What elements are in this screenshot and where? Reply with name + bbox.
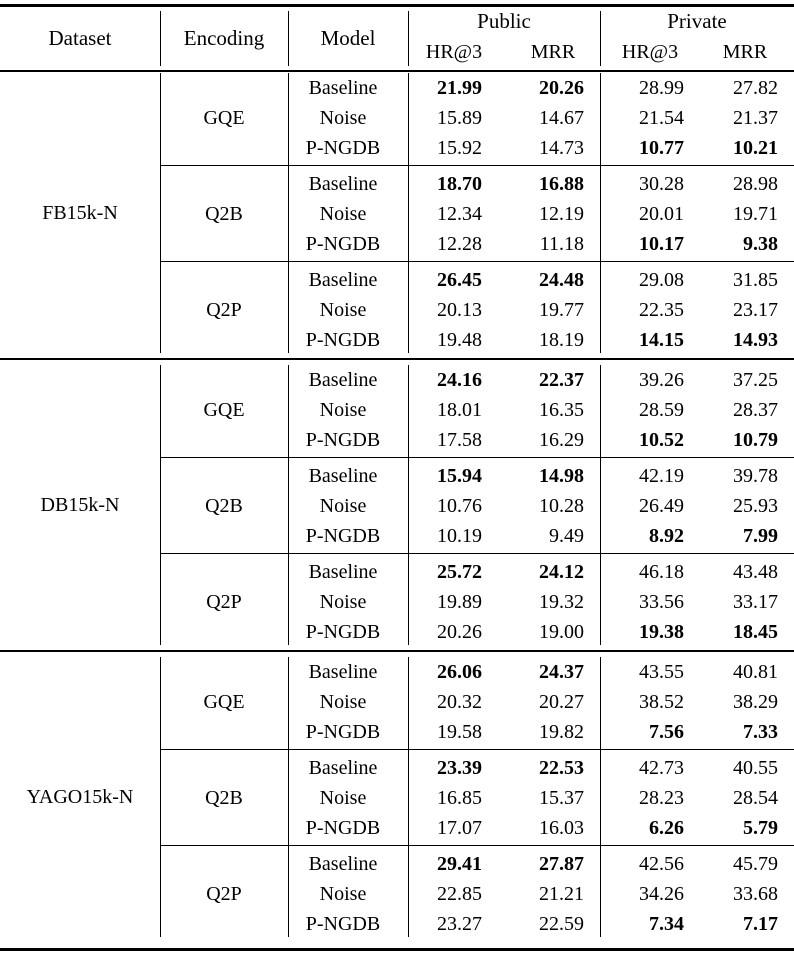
- cell-encoding: Q2P: [206, 299, 242, 321]
- cell-metric-value: 18.45: [733, 621, 778, 643]
- dataset-section-separator: [0, 358, 794, 360]
- column-divider-3: [600, 657, 601, 937]
- cell-metric-value: 46.18: [639, 561, 684, 583]
- cell-metric-value: 26.45: [437, 269, 482, 291]
- cell-metric-value: 30.28: [639, 173, 684, 195]
- cell-metric-value: 28.99: [639, 77, 684, 99]
- cell-dataset: FB15k-N: [42, 202, 118, 224]
- cell-metric-value: 20.32: [437, 691, 482, 713]
- cell-metric-value: 10.79: [733, 429, 778, 451]
- cell-metric-value: 19.48: [437, 329, 482, 351]
- cell-metric-value: 33.56: [639, 591, 684, 613]
- cell-model: Noise: [319, 787, 367, 809]
- cell-metric-value: 15.37: [539, 787, 584, 809]
- cell-model: Baseline: [308, 661, 378, 683]
- cell-metric-value: 9.38: [743, 233, 778, 255]
- column-header-private-mrr: MRR: [722, 41, 768, 63]
- cell-model: Baseline: [308, 561, 378, 583]
- cell-metric-value: 39.78: [733, 465, 778, 487]
- cell-metric-value: 19.82: [539, 721, 584, 743]
- cell-metric-value: 15.94: [437, 465, 482, 487]
- cell-metric-value: 10.77: [639, 137, 684, 159]
- cell-encoding: GQE: [203, 107, 245, 129]
- cell-metric-value: 42.19: [639, 465, 684, 487]
- cell-metric-value: 24.16: [437, 369, 482, 391]
- column-group-header-private: Private: [667, 9, 727, 33]
- column-header-public-hr3: HR@3: [425, 41, 483, 63]
- cell-model: Baseline: [308, 757, 378, 779]
- cell-metric-value: 10.17: [639, 233, 684, 255]
- cell-encoding: Q2B: [205, 495, 243, 517]
- cell-encoding: Q2P: [206, 883, 242, 905]
- cell-metric-value: 34.26: [639, 883, 684, 905]
- cell-model: P-NGDB: [305, 817, 381, 839]
- cell-metric-value: 19.38: [639, 621, 684, 643]
- cell-metric-value: 5.79: [743, 817, 778, 839]
- cell-metric-value: 18.70: [437, 173, 482, 195]
- cell-metric-value: 23.27: [437, 913, 482, 935]
- cell-encoding: GQE: [203, 399, 245, 421]
- cell-metric-value: 40.81: [733, 661, 778, 683]
- header-column-divider-1: [288, 11, 289, 66]
- cell-metric-value: 38.29: [733, 691, 778, 713]
- encoding-block-separator: [160, 553, 794, 554]
- cell-metric-value: 7.99: [743, 525, 778, 547]
- column-divider-2: [408, 657, 409, 937]
- cell-model: Baseline: [308, 173, 378, 195]
- column-divider-1: [288, 365, 289, 645]
- cell-metric-value: 21.54: [639, 107, 684, 129]
- cell-metric-value: 20.13: [437, 299, 482, 321]
- cell-metric-value: 9.49: [549, 525, 584, 547]
- cell-metric-value: 45.79: [733, 853, 778, 875]
- cell-metric-value: 27.87: [539, 853, 584, 875]
- cell-metric-value: 20.26: [437, 621, 482, 643]
- cell-metric-value: 20.26: [539, 77, 584, 99]
- cell-metric-value: 16.85: [437, 787, 482, 809]
- cell-metric-value: 25.72: [437, 561, 482, 583]
- encoding-block-separator: [160, 457, 794, 458]
- cell-metric-value: 10.19: [437, 525, 482, 547]
- cell-metric-value: 22.53: [539, 757, 584, 779]
- column-group-header-public: Public: [477, 9, 531, 33]
- cell-metric-value: 8.92: [649, 525, 684, 547]
- column-divider-0: [160, 365, 161, 645]
- cell-model: Noise: [319, 495, 367, 517]
- cell-metric-value: 7.33: [743, 721, 778, 743]
- cell-encoding: Q2B: [205, 787, 243, 809]
- cell-model: P-NGDB: [305, 525, 381, 547]
- cell-metric-value: 22.59: [539, 913, 584, 935]
- encoding-block-separator: [160, 261, 794, 262]
- cell-metric-value: 28.37: [733, 399, 778, 421]
- cell-metric-value: 28.23: [639, 787, 684, 809]
- cell-metric-value: 16.35: [539, 399, 584, 421]
- cell-metric-value: 19.00: [539, 621, 584, 643]
- cell-metric-value: 12.34: [437, 203, 482, 225]
- cell-metric-value: 7.34: [649, 913, 684, 935]
- cell-metric-value: 10.76: [437, 495, 482, 517]
- cell-metric-value: 16.29: [539, 429, 584, 451]
- column-header-encoding: Encoding: [183, 26, 265, 50]
- column-divider-0: [160, 657, 161, 937]
- cell-model: P-NGDB: [305, 621, 381, 643]
- column-divider-3: [600, 73, 601, 353]
- column-header-private-hr3: HR@3: [621, 41, 679, 63]
- table-bottom-rule: [0, 948, 794, 951]
- cell-model: Baseline: [308, 77, 378, 99]
- column-header-public-mrr: MRR: [530, 41, 576, 63]
- cell-model: P-NGDB: [305, 721, 381, 743]
- cell-metric-value: 16.88: [539, 173, 584, 195]
- cell-metric-value: 22.35: [639, 299, 684, 321]
- column-divider-2: [408, 73, 409, 353]
- cell-metric-value: 43.48: [733, 561, 778, 583]
- cell-metric-value: 22.85: [437, 883, 482, 905]
- cell-metric-value: 38.52: [639, 691, 684, 713]
- cell-metric-value: 29.08: [639, 269, 684, 291]
- cell-metric-value: 10.28: [539, 495, 584, 517]
- cell-metric-value: 11.18: [539, 233, 584, 255]
- cell-metric-value: 22.37: [539, 369, 584, 391]
- cell-metric-value: 28.54: [733, 787, 778, 809]
- column-divider-2: [408, 365, 409, 645]
- cell-metric-value: 18.01: [437, 399, 482, 421]
- column-divider-1: [288, 73, 289, 353]
- cell-metric-value: 24.37: [539, 661, 584, 683]
- cell-metric-value: 29.41: [437, 853, 482, 875]
- cell-metric-value: 21.99: [437, 77, 482, 99]
- cell-model: P-NGDB: [305, 233, 381, 255]
- header-column-divider-3: [600, 11, 601, 66]
- cell-model: P-NGDB: [305, 913, 381, 935]
- cell-metric-value: 28.98: [733, 173, 778, 195]
- cell-model: Baseline: [308, 853, 378, 875]
- header-column-divider-0: [160, 11, 161, 66]
- cell-metric-value: 37.25: [733, 369, 778, 391]
- cell-metric-value: 10.21: [733, 137, 778, 159]
- cell-metric-value: 17.58: [437, 429, 482, 451]
- cell-metric-value: 18.19: [539, 329, 584, 351]
- cell-metric-value: 21.37: [733, 107, 778, 129]
- cell-metric-value: 12.19: [539, 203, 584, 225]
- table-header-rule: [0, 70, 794, 72]
- cell-encoding: GQE: [203, 691, 245, 713]
- cell-metric-value: 19.71: [733, 203, 778, 225]
- cell-model: Baseline: [308, 269, 378, 291]
- cell-metric-value: 10.52: [639, 429, 684, 451]
- column-divider-3: [600, 365, 601, 645]
- cell-metric-value: 15.92: [437, 137, 482, 159]
- cell-metric-value: 7.56: [649, 721, 684, 743]
- cell-metric-value: 42.73: [639, 757, 684, 779]
- column-header-dataset: Dataset: [48, 26, 112, 50]
- cell-model: Noise: [319, 691, 367, 713]
- cell-metric-value: 17.07: [437, 817, 482, 839]
- encoding-block-separator: [160, 749, 794, 750]
- encoding-block-separator: [160, 845, 794, 846]
- cell-metric-value: 23.17: [733, 299, 778, 321]
- cell-metric-value: 21.21: [539, 883, 584, 905]
- cell-model: Noise: [319, 203, 367, 225]
- cell-metric-value: 19.32: [539, 591, 584, 613]
- cell-encoding: Q2B: [205, 203, 243, 225]
- cell-metric-value: 19.77: [539, 299, 584, 321]
- cell-metric-value: 25.93: [733, 495, 778, 517]
- cell-metric-value: 26.06: [437, 661, 482, 683]
- cell-metric-value: 24.48: [539, 269, 584, 291]
- cell-model: Noise: [319, 399, 367, 421]
- cell-metric-value: 26.49: [639, 495, 684, 517]
- cell-metric-value: 43.55: [639, 661, 684, 683]
- cell-metric-value: 42.56: [639, 853, 684, 875]
- column-divider-0: [160, 73, 161, 353]
- cell-metric-value: 27.82: [733, 77, 778, 99]
- cell-metric-value: 19.89: [437, 591, 482, 613]
- cell-metric-value: 15.89: [437, 107, 482, 129]
- header-column-divider-2: [408, 11, 409, 66]
- column-divider-1: [288, 657, 289, 937]
- cell-metric-value: 31.85: [733, 269, 778, 291]
- cell-model: Noise: [319, 299, 367, 321]
- cell-metric-value: 14.73: [539, 137, 584, 159]
- cell-dataset: YAGO15k-N: [26, 786, 134, 808]
- cell-metric-value: 7.17: [743, 913, 778, 935]
- cell-metric-value: 40.55: [733, 757, 778, 779]
- cell-metric-value: 14.67: [539, 107, 584, 129]
- cell-model: Baseline: [308, 369, 378, 391]
- dataset-section-separator: [0, 650, 794, 652]
- cell-metric-value: 20.01: [639, 203, 684, 225]
- cell-metric-value: 16.03: [539, 817, 584, 839]
- cell-metric-value: 23.39: [437, 757, 482, 779]
- cell-metric-value: 33.68: [733, 883, 778, 905]
- cell-model: Noise: [319, 883, 367, 905]
- cell-metric-value: 39.26: [639, 369, 684, 391]
- cell-metric-value: 24.12: [539, 561, 584, 583]
- table-top-rule: [0, 4, 794, 7]
- cell-metric-value: 14.15: [639, 329, 684, 351]
- cell-metric-value: 33.17: [733, 591, 778, 613]
- cell-metric-value: 14.98: [539, 465, 584, 487]
- cell-metric-value: 19.58: [437, 721, 482, 743]
- cell-model: Baseline: [308, 465, 378, 487]
- cell-model: P-NGDB: [305, 137, 381, 159]
- cell-model: P-NGDB: [305, 329, 381, 351]
- cell-metric-value: 28.59: [639, 399, 684, 421]
- cell-model: Noise: [319, 107, 367, 129]
- cell-encoding: Q2P: [206, 591, 242, 613]
- cell-metric-value: 20.27: [539, 691, 584, 713]
- cell-dataset: DB15k-N: [40, 494, 120, 516]
- column-header-model: Model: [320, 26, 376, 50]
- encoding-block-separator: [160, 165, 794, 166]
- cell-metric-value: 12.28: [437, 233, 482, 255]
- cell-metric-value: 6.26: [649, 817, 684, 839]
- cell-model: Noise: [319, 591, 367, 613]
- cell-model: P-NGDB: [305, 429, 381, 451]
- cell-metric-value: 14.93: [733, 329, 778, 351]
